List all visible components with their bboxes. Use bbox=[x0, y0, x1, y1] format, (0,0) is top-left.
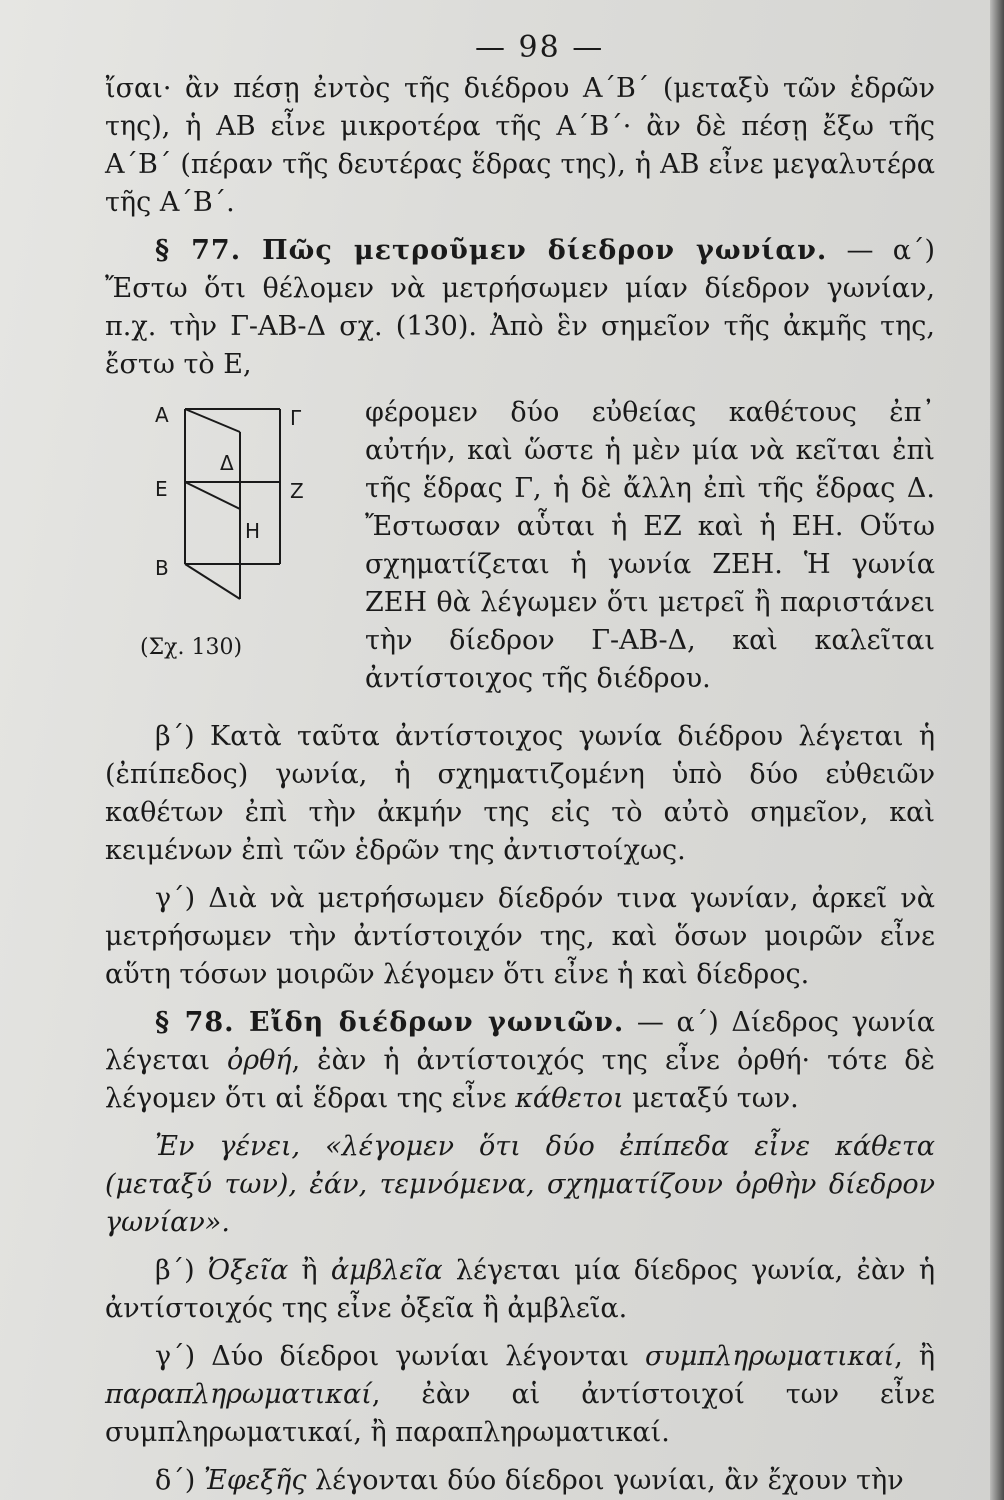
dihedral-figure bbox=[145, 394, 345, 624]
section-77-c: γ΄) Διὰ νὰ μετρήσωμεν δίεδρόν τινα γωνίαν, ἀρκεῖ νὰ μετρήσωμεν τὴν ἀντίστοιχόν της, καὶ ὅσων μοιρῶν εἶνε αὕτη τόσων μοιρῶν λέγομεν ὅτι εἶνε ἡ καὶ δίεδρος. bbox=[105, 883, 935, 990]
section-77-intro bbox=[105, 232, 935, 384]
label-h: Η bbox=[245, 519, 261, 543]
label-z: Ζ bbox=[290, 479, 304, 503]
text-run: ἢ bbox=[288, 1255, 331, 1286]
text-run: β΄) bbox=[155, 1255, 208, 1286]
section-77-heading: § 77. Πῶς μετροῦμεν δίεδρον γωνίαν. bbox=[155, 235, 828, 266]
section-78-b bbox=[105, 1252, 935, 1328]
section-78-a bbox=[105, 1004, 935, 1118]
figure-side-text: φέρομεν δύο εὐθείας καθέτους ἐπ᾽ αὐτήν, καὶ ὥστε ἡ μὲν μία νὰ κεῖται ἐπὶ τῆς ἕδρας Γ, ἡ δὲ ἄλλη ἐπὶ τῆς ἕδρας Δ. Ἔστωσαν αὗται ἡ ΕΖ καὶ ἡ ΕΗ. Οὕτω σχηματίζεται ἡ γωνία ΖΕΗ. Ἡ γωνία ΖΕΗ θὰ λέγωμεν ὅτι μετρεῖ ἢ παριστάνει τὴν δίεδρον Γ-ΑΒ-Δ, καὶ καλεῖται ἀντίστοιχος τῆς διέδρου. bbox=[365, 397, 935, 694]
text-run: μεταξύ των. bbox=[623, 1083, 799, 1114]
italic-term: ἀμβλεῖα bbox=[330, 1255, 443, 1286]
figure-130 bbox=[140, 394, 345, 664]
italic-term: Ἐφεξῆς bbox=[203, 1465, 307, 1496]
label-a: Α bbox=[155, 403, 169, 427]
label-g: Γ bbox=[290, 406, 302, 430]
text-run: , ἢ bbox=[894, 1341, 935, 1372]
italic-term: κάθετοι bbox=[515, 1083, 624, 1114]
section-78-d bbox=[105, 1462, 935, 1500]
section-78-c bbox=[105, 1338, 935, 1452]
label-b: Β bbox=[155, 556, 169, 580]
section-77-intro-text: — α΄) Ἔστω ὅτι θέλομεν νὰ μετρήσωμεν μίαν δίεδρον γωνίαν, π.χ. τὴν Γ-ΑΒ-Δ σχ. (130). Ἀπὸ ἓν σημεῖον τῆς ἀκμῆς της, ἔστω τὸ Ε, bbox=[105, 235, 935, 380]
section-77-b: β΄) Κατὰ ταῦτα ἀντίστοιχος γωνία διέδρου λέγεται ἡ (ἐπίπεδος) γωνία, ἡ σχηματιζομένη ὑπὸ δύο εὐθειῶν καθέτων ἐπὶ τὴν ἀκμήν της εἰς τὸ αὐτὸ σημεῖον, καὶ κειμένων ἐπὶ τῶν ἑδρῶν της ἀντιστοίχως. bbox=[105, 721, 935, 866]
line-eh bbox=[185, 482, 240, 509]
text-run: γ΄) Δύο δίεδροι γωνίαι λέγονται bbox=[155, 1341, 646, 1372]
face-d-bottom bbox=[185, 564, 240, 599]
text-run: λέγονται δύο δίεδροι γωνίαι, ἂν ἔχουν τὴν bbox=[306, 1465, 904, 1496]
text-run: — α΄) Δίεδρος γωνία λέγεται bbox=[105, 1007, 935, 1076]
face-d-top bbox=[185, 409, 240, 432]
figure-block bbox=[105, 394, 935, 708]
italic-term: συμπληρωματικαί bbox=[645, 1341, 895, 1372]
text-run: , ἐὰν ἡ ἀντίστοιχός της εἶνε ὀρθή· τότε δὲ λέγομεν ὅτι αἱ ἕδραι της εἶνε bbox=[105, 1045, 935, 1114]
label-d: Δ bbox=[220, 451, 234, 475]
italic-term: ὀρθή bbox=[227, 1045, 292, 1076]
italic-term: Ὀξεῖα bbox=[207, 1255, 289, 1286]
section-78-heading: § 78. Εἴδη διέδρων γωνιῶν. bbox=[155, 1007, 625, 1038]
label-e: Ε bbox=[155, 477, 168, 501]
italic-term: παραπληρωματικαί bbox=[105, 1379, 372, 1410]
figure-caption: (Σχ. 130) bbox=[140, 635, 243, 660]
text-run: , ἐὰν αἱ ἀντίστοιχοί των εἶνε συμπληρωματικαί, ἢ παραπληρωματικαί. bbox=[105, 1379, 935, 1448]
paragraph-top: ἴσαι· ἂν πέσῃ ἐντὸς τῆς διέδρου Α΄Β΄ (μεταξὺ τῶν ἑδρῶν της), ἡ ΑΒ εἶνε μικροτέρα τῆς Α΄Β΄· ἂν δὲ πέσῃ ἔξω τῆς Α΄Β΄ (πέραν τῆς δευτέρας ἕδρας της), ἡ ΑΒ εἶνε μεγαλυτέρα τῆς Α΄Β΄. bbox=[105, 73, 935, 218]
page-number: — 98 — bbox=[475, 30, 605, 65]
text-run: λέγεται μία δίεδρος γωνία, ἐὰν ἡ ἀντίστοιχός της εἶνε ὀξεῖα ἢ ἀμβλεῖα. bbox=[105, 1255, 935, 1324]
page-body bbox=[105, 70, 935, 1500]
text-run: δ΄) bbox=[155, 1465, 204, 1496]
page-edge-shadow bbox=[990, 0, 1004, 1500]
general-definition: Ἐν γένει, «λέγομεν ὅτι δύο ἐπίπεδα εἶνε κάθετα (μεταξύ των), ἐάν, τεμνόμενα, σχηματίζουν ὀρθὴν δίεδρον γωνίαν». bbox=[105, 1131, 935, 1238]
